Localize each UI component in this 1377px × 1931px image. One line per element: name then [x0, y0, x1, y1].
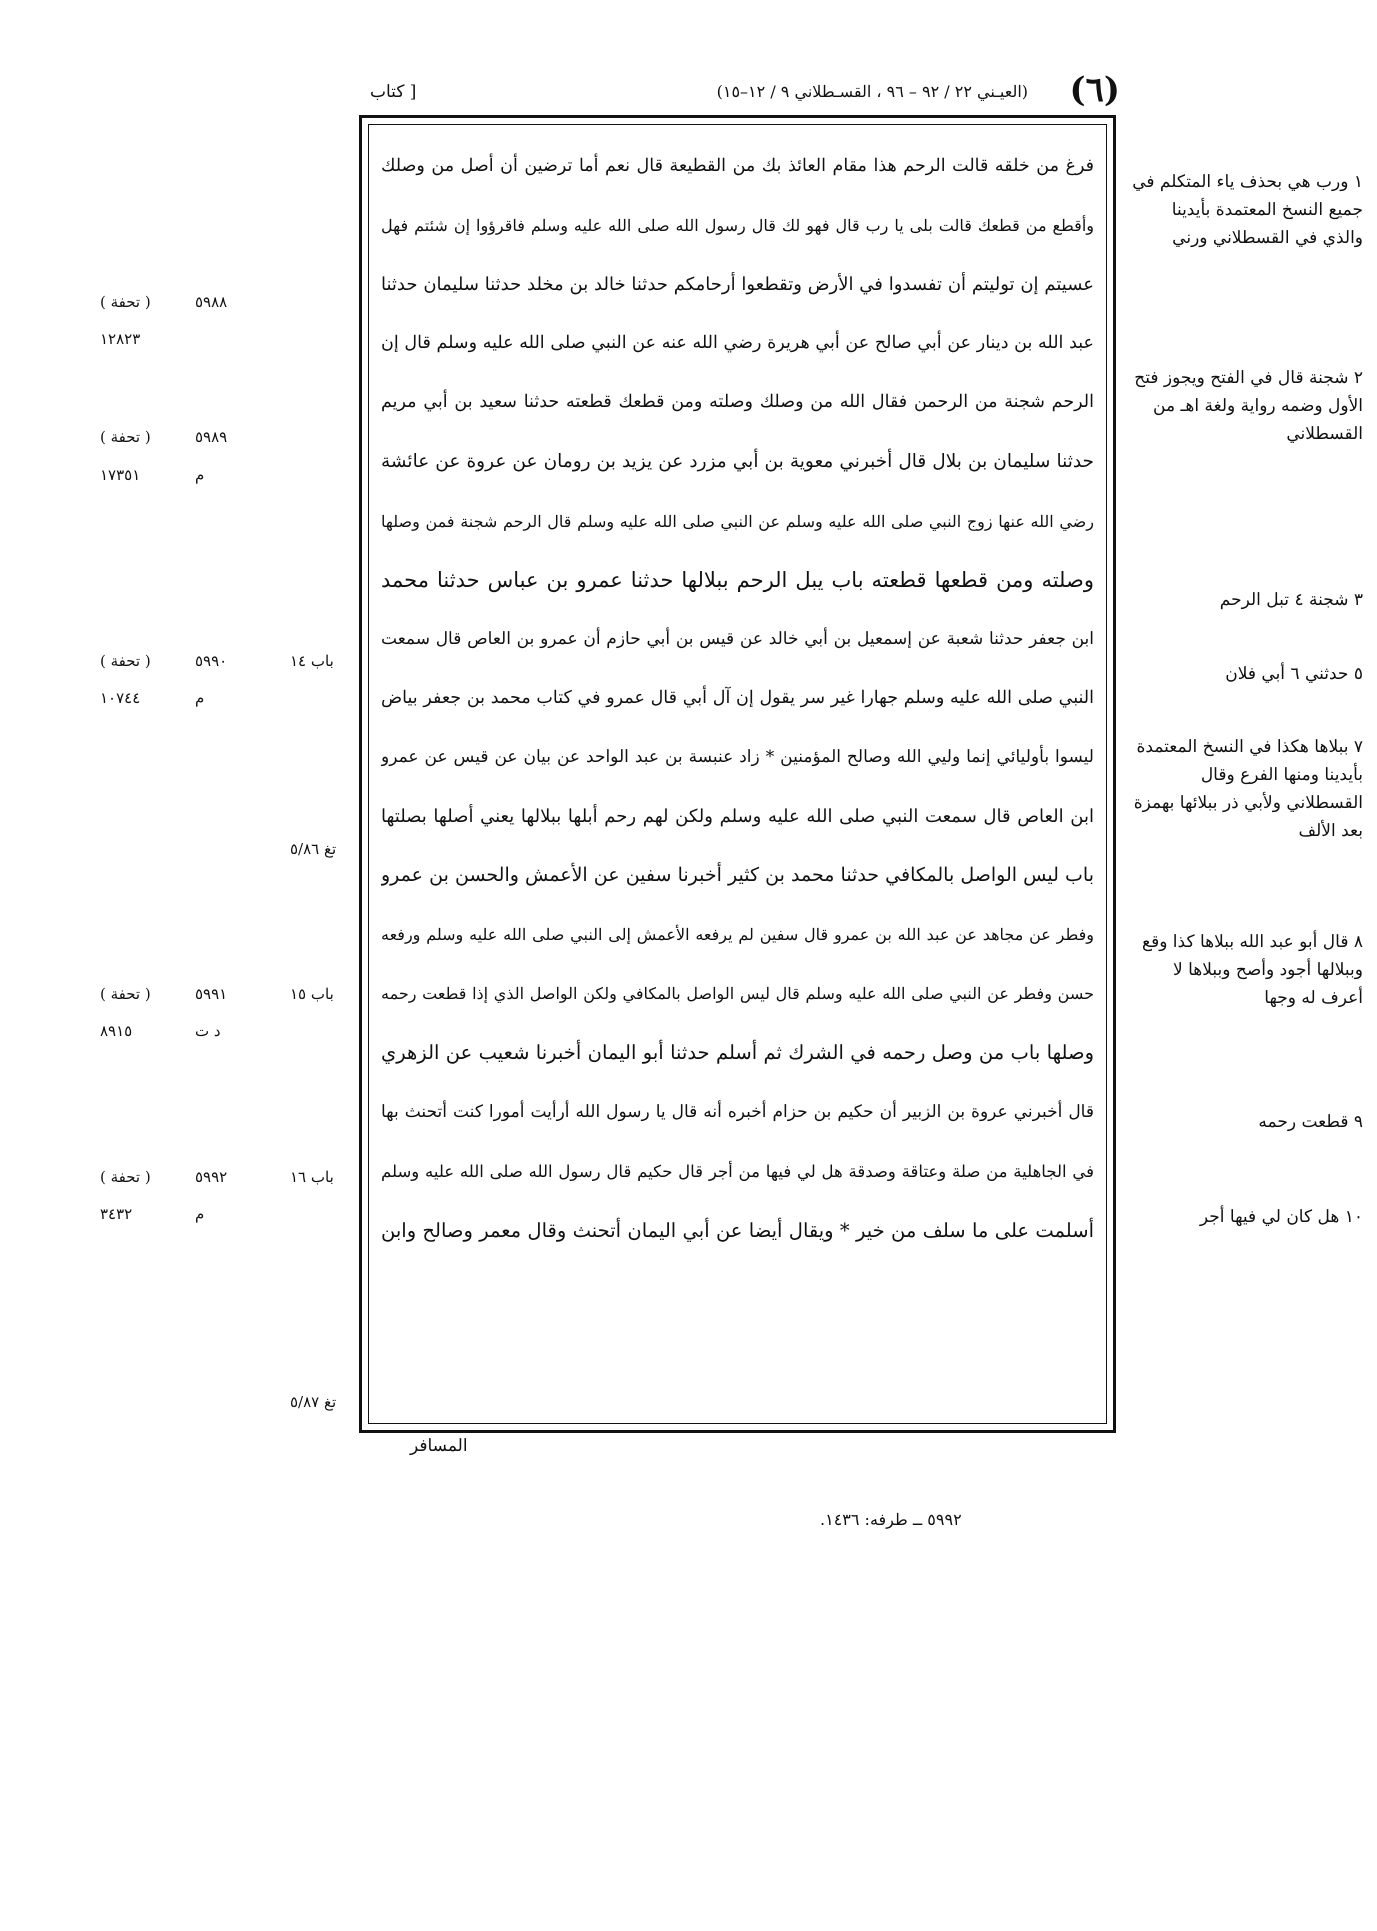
text-line: ابن جعفر حدثنا شعبة عن إسمعيل بن أبي خالد عن قيس بن أبي حازم أن عمرو بن العاص قال سمعت	[381, 628, 1094, 649]
text-line: وفطر عن مجاهد عن عبد الله بن عمرو قال سفين لم يرفعه الأعمش إلى النبي صلى الله عليه وسلم ورفعه	[381, 925, 1094, 945]
footer-note: ٥٩٩٢ ــ طرفه: ١٤٣٦.	[820, 1510, 962, 1529]
text-line: عسيتم إن توليتم أن تفسدوا في الأرض وتقطعوا أرحامكم حدثنا خالد بن مخلد حدثنا سليمان حدثنا	[381, 274, 1094, 296]
text-line: وأقطع من قطعك قالت بلى يا رب قال فهو لك قال رسول الله صلى الله عليه وسلم فاقرؤوا إن شئتم فهل	[381, 216, 1094, 236]
margin-references	[0, 0, 359, 1931]
book-label: [ كتاب	[370, 82, 417, 102]
text-line: وصلته ومن قطعها قطعته باب يبل الرحم ببلالها حدثنا عمرو بن عباس حدثنا محمد	[381, 567, 1094, 592]
margin-ref-tuhfa: ١٧٣٥١	[100, 466, 141, 484]
text-line: فرغ من خلقه قالت الرحم هذا مقام العائذ بك من القطيعة قال نعم أما ترضين أن أصل من وصلك	[381, 156, 1094, 176]
marginal-note: ١٠ هل كان لي فيها أجر	[1199, 1207, 1363, 1227]
margin-ref-tuhfa: ٨٩١٥	[100, 1022, 133, 1040]
margin-ref-hadith: ٥٩٩٠	[195, 652, 228, 670]
marginal-note: ١ ورب هي بحذف ياء المتكلم في جميع النسخ المعتمدة بأيدينا والذي في القسطلاني ورني	[1132, 172, 1363, 248]
main-text	[381, 137, 1094, 1260]
margin-ref-bab: باب ١٥	[290, 985, 334, 1003]
text-line: النبي صلى الله عليه وسلم جهارا غير سر يقول إن آل أبي قال عمرو في كتاب محمد بن جعفر بياض	[381, 687, 1094, 708]
margin-ref-tuhfa: ( تحفة )	[100, 293, 151, 311]
text-line: الرحم شجنة من الرحمن فقال الله من وصلك وصلته ومن قطعك قطعته حدثنا سعيد بن أبي مريم	[381, 392, 1094, 413]
text-line: عبد الله بن دينار عن أبي صالح عن أبي هريرة رضي الله عنه عن النبي صلى الله عليه وسلم قال إن	[381, 333, 1094, 354]
text-line: وصلها باب من وصل رحمه في الشرك ثم أسلم حدثنا أبو اليمان أخبرنا شعيب عن الزهري	[381, 1041, 1094, 1065]
margin-ref-tuhfa: ١٢٨٢٣	[100, 330, 141, 348]
commentary-references: (العيـني ٢٢ / ٩٢ – ٩٦ ، القسـطلاني ٩ / ١٢–١٥)	[716, 82, 1028, 101]
margin-ref-hadith: ٥٩٩٢	[195, 1168, 228, 1186]
margin-ref-hadith: د ت	[195, 1022, 221, 1040]
text-line: قال أخبرني عروة بن الزبير أن حكيم بن حزام أخبره أنه قال يا رسول الله أرأيت أمورا كنت أتحنث بها	[381, 1101, 1094, 1122]
page-number: (٦)	[1069, 70, 1120, 110]
text-line: باب ليس الواصل بالمكافي حدثنا محمد بن كثير أخبرنا سفين عن الأعمش والحسن بن عمرو	[381, 864, 1094, 887]
text-line: حسن وفطر عن النبي صلى الله عليه وسلم قال ليس الواصل بالمكافي ولكن الواصل الذي إذا قطعت رحمه	[381, 984, 1094, 1004]
text-line: رضي الله عنها زوج النبي صلى الله عليه وسلم عن النبي صلى الله عليه وسلم قال الرحم شجنة فمن وصلها	[381, 511, 1094, 531]
marginal-note: ٩ قطعت رحمه	[1258, 1112, 1363, 1132]
margin-ref-tuhfa: ١٠٧٤٤	[100, 689, 141, 707]
margin-ref-bab: باب ١٦	[290, 1168, 334, 1186]
margin-ref-bab: تغ ٥/٨٦	[290, 840, 337, 858]
margin-ref-tuhfa: ( تحفة )	[100, 985, 151, 1003]
margin-ref-bab: باب ١٤	[290, 652, 334, 670]
text-line: ابن العاص قال سمعت النبي صلى الله عليه وسلم ولكن لهم رحم أبلها ببلالها يعني أصلها بصلتها	[381, 806, 1094, 828]
marginal-note: ٢ شجنة قال في الفتح ويجوز فتح الأول وضمه رواية ولغة اهـ من القسطلاني	[1134, 368, 1363, 444]
margin-ref-tuhfa: ( تحفة )	[100, 652, 151, 670]
margin-ref-tuhfa: ( تحفة )	[100, 1168, 151, 1186]
text-line: في الجاهلية من صلة وعتاقة وصدقة هل لي فيها من أجر قال حكيم قال رسول الله صلى الله عليه وسلم	[381, 1161, 1094, 1181]
margin-ref-hadith: م	[195, 1205, 205, 1223]
marginal-note: ٨ قال أبو عبد الله ببلاها كذا وقع وببلالها أجود وأصح وببلاها لا أعرف له وجها	[1142, 932, 1363, 1008]
text-line: ليسوا بأوليائي إنما وليي الله وصالح المؤمنين * زاد عنبسة بن عبد الواحد عن بيان عن قيس عن عمرو	[381, 746, 1094, 767]
text-line: أسلمت على ما سلف من خير * ويقال أيضا عن أبي اليمان أتحنث وقال معمر وصالح وابن	[381, 1218, 1094, 1242]
margin-ref-hadith: ٥٩٨٩	[195, 428, 228, 446]
marginal-note: ٥ حدثني ٦ أبي فلان	[1225, 664, 1363, 684]
margin-ref-hadith: ٥٩٨٨	[195, 293, 228, 311]
catchword: المسافر	[410, 1436, 468, 1456]
margin-ref-tuhfa: ٣٤٣٢	[100, 1205, 133, 1223]
marginal-note: ٣ شجنة ٤ تبل الرحم	[1219, 590, 1363, 610]
margin-ref-bab: تغ ٥/٨٧	[290, 1393, 337, 1411]
text-line: حدثنا سليمان بن بلال قال أخبرني معوية بن أبي مزرد عن يزيد بن رومان عن عروة عن عائشة	[381, 451, 1094, 473]
marginal-note: ٧ ببلاها هكذا في النسخ المعتمدة بأيدينا ومنها الفرع وقال القسطلاني ولأبي ذر ببلائها بهمزة بعد الألف	[1133, 737, 1363, 841]
page-header	[370, 70, 1120, 110]
text-frame-inner	[368, 124, 1107, 1424]
margin-ref-tuhfa: ( تحفة )	[100, 428, 151, 446]
margin-ref-hadith: م	[195, 466, 205, 484]
margin-ref-hadith: م	[195, 689, 205, 707]
text-frame	[359, 115, 1116, 1433]
margin-ref-hadith: ٥٩٩١	[195, 985, 228, 1003]
